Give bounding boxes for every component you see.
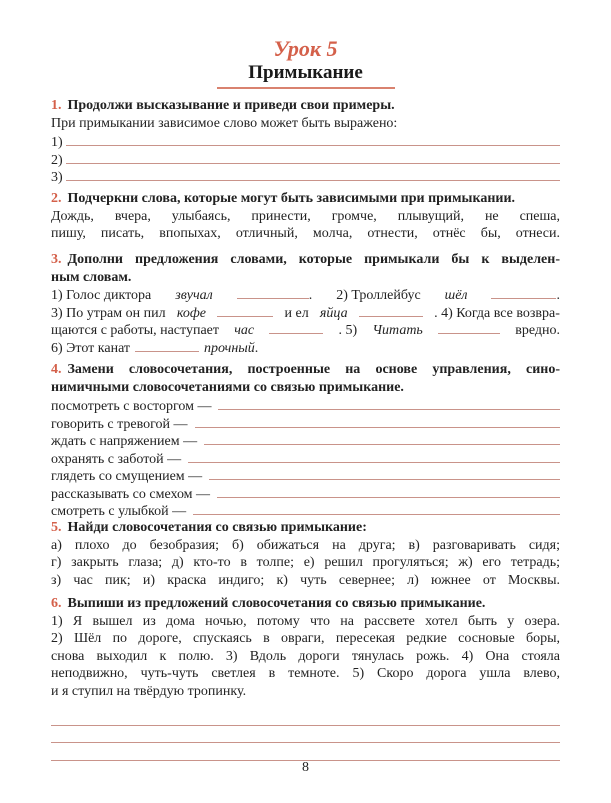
highlighted-word: шёл [444, 288, 468, 303]
sentence-text: 3) По утрам он пил [51, 305, 166, 321]
answer-line[interactable] [51, 449, 560, 467]
task-5 [51, 519, 560, 589]
task-number: 5. [51, 520, 62, 535]
task-title: Найди словосочетания со связью примыкание: [67, 520, 367, 535]
task-number: 1. [51, 98, 62, 113]
task-text-line: 1) Я вышел из дома ночью, потому что на рассвете хотел быть у озера. [51, 613, 560, 629]
answer-rule[interactable] [188, 449, 560, 463]
item-label: 3) [51, 170, 63, 185]
answer-blank[interactable] [438, 321, 500, 334]
answer-line[interactable] [51, 743, 560, 761]
lesson-number: Урок 5 [273, 36, 338, 61]
answer-line[interactable] [51, 132, 560, 150]
answer-blank[interactable] [217, 304, 273, 317]
answer-blank[interactable] [491, 286, 556, 299]
highlighted-word: яйца [319, 305, 348, 321]
answer-line[interactable] [51, 708, 560, 726]
task-6 [51, 595, 560, 761]
punct: . [556, 288, 560, 303]
answer-line[interactable] [51, 167, 560, 185]
task-title: Выпиши из предложений словосочетания со связью примыкание. [67, 596, 486, 611]
task-title-cont: ным словам. [51, 269, 132, 285]
title-underline [217, 87, 395, 89]
answer-rule[interactable] [204, 431, 560, 445]
task-number: 6. [51, 596, 62, 611]
task-text-line: г) закрыть глаза; д) кто-то в толпе; е) решил прогуляться; ж) его тетрадь; [51, 555, 560, 570]
answer-blank[interactable] [359, 304, 423, 317]
task-text-line: и я ступил на твёрдую тропинку. [51, 683, 247, 699]
phrase-label: охранять с заботой — [51, 451, 182, 466]
highlighted-word: звучал [175, 288, 213, 303]
task-text-line: 2) Шёл по дороге, спускаясь в овраги, пересекая редкие сосновые боры, [51, 631, 560, 646]
phrase-label: смотреть с улыбкой — [51, 504, 187, 519]
answer-blank[interactable] [135, 339, 199, 352]
task-title: Продолжи высказывание и приведи свои примеры. [67, 98, 395, 113]
answer-line[interactable] [51, 150, 560, 168]
sentence-text: щаются с работы, наступает [51, 323, 219, 338]
answer-rule[interactable] [209, 466, 560, 480]
sentence-text: вредно. [515, 323, 560, 338]
answer-blank[interactable] [237, 286, 309, 299]
answer-rule[interactable] [217, 484, 560, 498]
punct: . [308, 288, 313, 303]
task-text: При примыкании зависимое слово может быть выражено: [51, 115, 398, 131]
phrase-label: посмотреть с восторгом — [51, 399, 212, 414]
task-text-line: Дождь, вчера, улыбаясь, принести, громче, плывущий, не спеша, [51, 208, 560, 224]
page-number: 8 [302, 760, 309, 775]
task-number: 3. [51, 252, 62, 267]
highlighted-word: час [234, 323, 255, 338]
answer-rule[interactable] [195, 414, 560, 428]
answer-line[interactable] [51, 726, 560, 744]
highlighted-word: прочный [204, 340, 255, 356]
phrase-label: глядеть со смущением — [51, 469, 203, 484]
sentence-text: . 4) Когда все возвра- [434, 305, 560, 321]
highlighted-word: кофе [176, 305, 207, 321]
answer-line[interactable] [51, 484, 560, 502]
task-number: 4. [51, 362, 62, 377]
answer-blank[interactable] [269, 321, 323, 334]
task-title: Замени словосочетания, построенные на основе управления, сино- [67, 362, 560, 377]
sentence-text: 6) Этот канат [51, 340, 131, 356]
answer-line[interactable] [51, 414, 560, 432]
item-label: 2) [51, 152, 63, 167]
task-text-line: снова выходил к полю. 3) Вдоль дороги тянулась рожь. 4) Она стояла [51, 648, 560, 664]
lesson-topic: Примыкание [248, 62, 363, 83]
phrase-label: ждать с напряжением — [51, 434, 198, 449]
answer-line[interactable] [51, 466, 560, 484]
task-title-cont: нимичными словосочетаниями со связью примыкание. [51, 379, 404, 395]
task-text-line: з) час пик; и) краска индиго; к) чуть севернее; л) южнее от Москвы. [51, 572, 560, 588]
phrase-label: рассказывать со смехом — [51, 486, 211, 501]
sentence-text: и ел [284, 305, 309, 321]
sentence-text: . 5) [338, 323, 358, 338]
task-3 [51, 251, 560, 356]
task-text-line: а) плохо до безобразия; б) обижаться на друга; в) разговаривать сидя; [51, 537, 560, 553]
task-4 [51, 361, 560, 519]
task-title: Дополни предложения словами, которые примыкали бы к выделен- [67, 252, 560, 267]
task-2 [51, 190, 560, 243]
answer-line[interactable] [51, 431, 560, 449]
punct: . [254, 340, 259, 356]
task-text-line: пишу, писать, впопыхах, отличный, молча, отнести, отнёс бы, отнеси. [51, 226, 560, 241]
task-1 [51, 97, 560, 185]
task-number: 2. [51, 191, 62, 206]
answer-rule[interactable] [193, 501, 560, 515]
answer-rule[interactable] [218, 396, 560, 410]
answer-line[interactable] [51, 501, 560, 519]
highlighted-word: Читать [372, 323, 423, 338]
answer-line[interactable] [51, 396, 560, 414]
item-label: 1) [51, 135, 63, 150]
task-text-line: неподвижно, чуть-чуть светлея в темноте. 5) Скоро дорога ушла влево, [51, 666, 560, 681]
phrase-label: говорить с тревогой — [51, 416, 188, 431]
task-title: Подчеркни слова, которые могут быть зависимыми при примыкании. [67, 191, 516, 206]
sentence-text: 2) Троллейбус [336, 288, 421, 303]
sentence-text: 1) Голос диктора [51, 288, 152, 303]
